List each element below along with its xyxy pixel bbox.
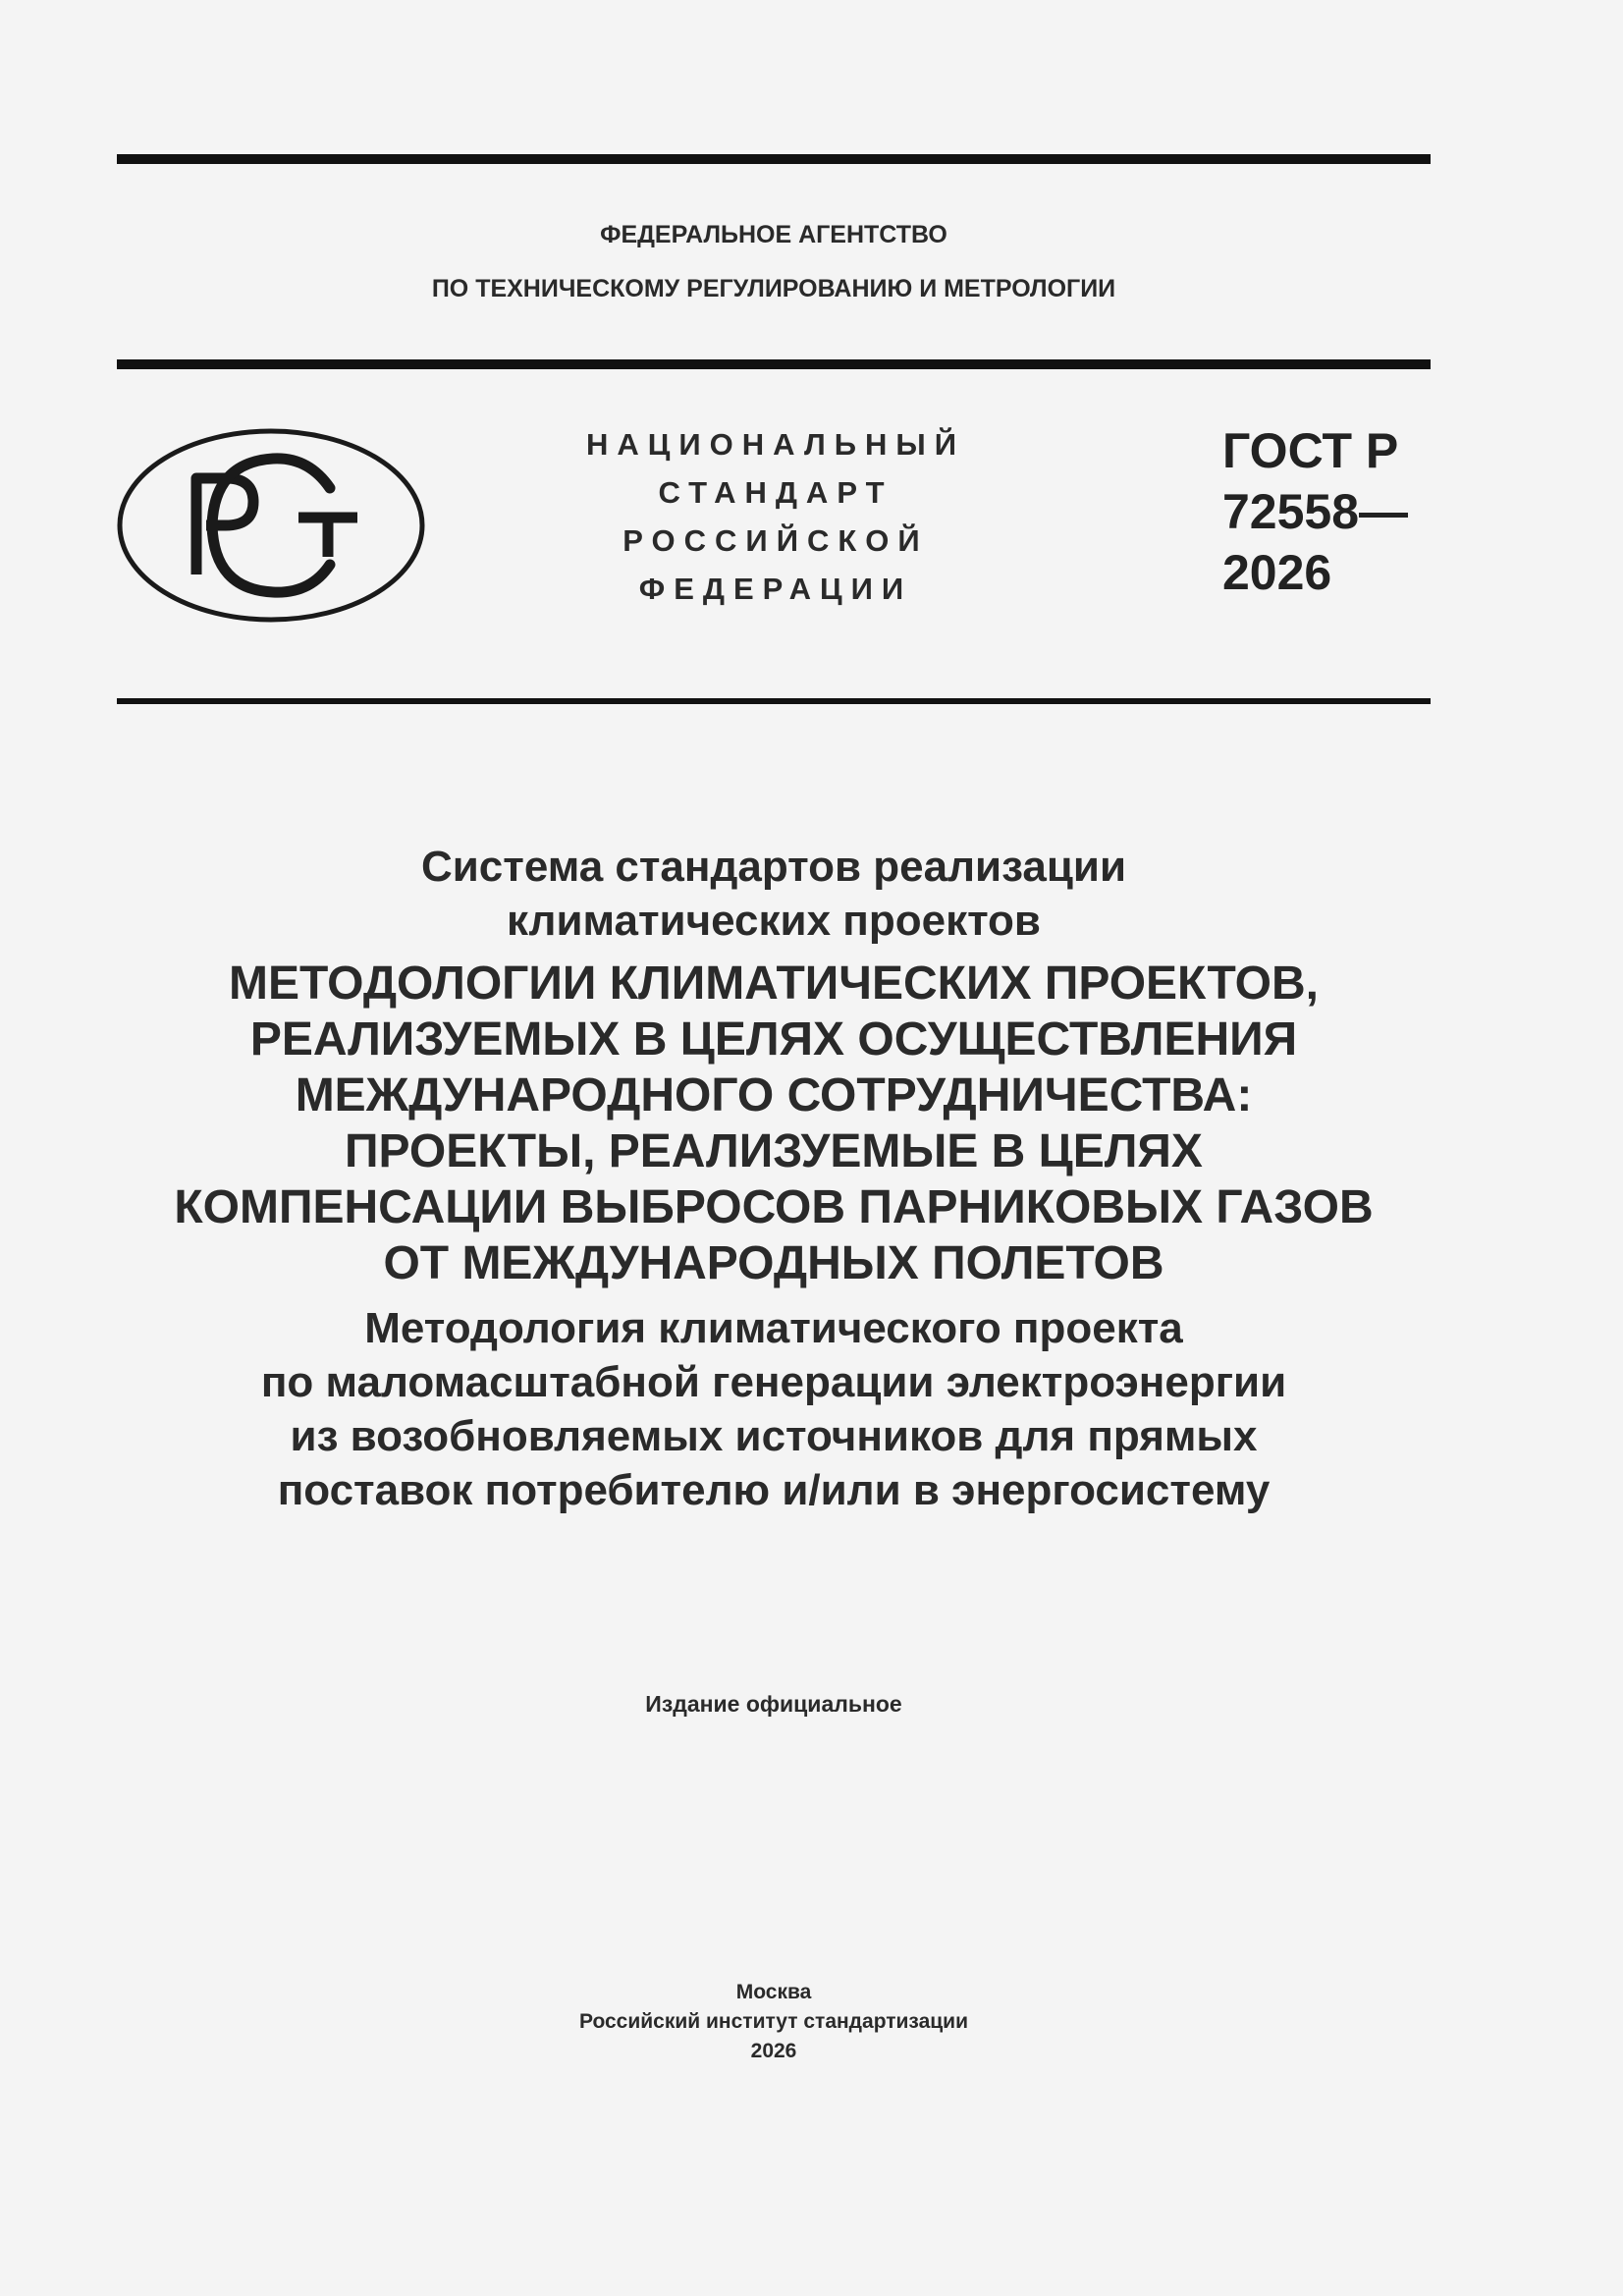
subtitle xyxy=(117,1301,1431,1517)
imprint-publisher: Российский институт стандартизации xyxy=(578,2010,969,2033)
designation-line-2: 72558— xyxy=(1222,484,1409,539)
title-rule xyxy=(117,698,1431,704)
agency-line-2: ПО ТЕХНИЧЕСКОМУ РЕГУЛИРОВАНИЮ И МЕТРОЛОГИИ xyxy=(431,275,1116,302)
series-line: климатических проектов xyxy=(507,897,1041,945)
imprint-year: 2026 xyxy=(750,2040,797,2062)
main-title-line: МЕЖДУНАРОДНОГО СОТРУДНИЧЕСТВА: xyxy=(295,1069,1253,1121)
document-title xyxy=(117,840,1431,1517)
subtitle-line: из возобновляемых источников для прямых xyxy=(290,1412,1258,1460)
national-line-4: ФЕДЕРАЦИИ xyxy=(638,572,913,606)
main-title-line: РЕАЛИЗУЕМЫХ В ЦЕЛЯХ ОСУЩЕСТВЛЕНИЯ xyxy=(249,1013,1298,1066)
designation-line-1: ГОСТ Р xyxy=(1222,423,1399,478)
top-rule xyxy=(117,154,1431,164)
imprint-city: Москва xyxy=(735,1981,812,2003)
standard-designation xyxy=(1222,420,1408,603)
national-standard-label xyxy=(530,420,1021,613)
subtitle-line: Методология климатического проекта xyxy=(364,1304,1183,1352)
main-title-line: ПРОЕКТЫ, РЕАЛИЗУЕМЫЕ В ЦЕЛЯХ xyxy=(345,1125,1203,1177)
subtitle-line: по маломасштабной генерации электроэнергии xyxy=(260,1358,1287,1406)
main-title xyxy=(117,956,1431,1291)
main-title-line: МЕТОДОЛОГИИ КЛИМАТИЧЕСКИХ ПРОЕКТОВ, xyxy=(228,957,1320,1010)
series-title xyxy=(117,840,1431,948)
subtitle-line: поставок потребителю и/или в энергосистему xyxy=(277,1466,1271,1514)
national-line-1: НАЦИОНАЛЬНЫЙ xyxy=(585,427,966,462)
main-title-line: ОТ МЕЖДУНАРОДНЫХ ПОЛЕТОВ xyxy=(383,1237,1164,1289)
rst-logo-icon xyxy=(116,427,426,624)
header-rule xyxy=(117,359,1431,369)
edition-label: Издание официальное xyxy=(645,1691,902,1717)
imprint xyxy=(117,1978,1431,2066)
main-title-line: КОМПЕНСАЦИИ ВЫБРОСОВ ПАРНИКОВЫХ ГАЗОВ xyxy=(174,1181,1374,1233)
national-line-3: РОССИЙСКОЙ xyxy=(622,523,929,558)
agency-name xyxy=(117,208,1431,316)
series-line: Система стандартов реализации xyxy=(420,843,1126,891)
agency-line-1: ФЕДЕРАЛЬНОЕ АГЕНТСТВО xyxy=(600,221,947,248)
designation-line-3: 2026 xyxy=(1222,545,1332,600)
national-line-2: СТАНДАРТ xyxy=(658,475,893,510)
